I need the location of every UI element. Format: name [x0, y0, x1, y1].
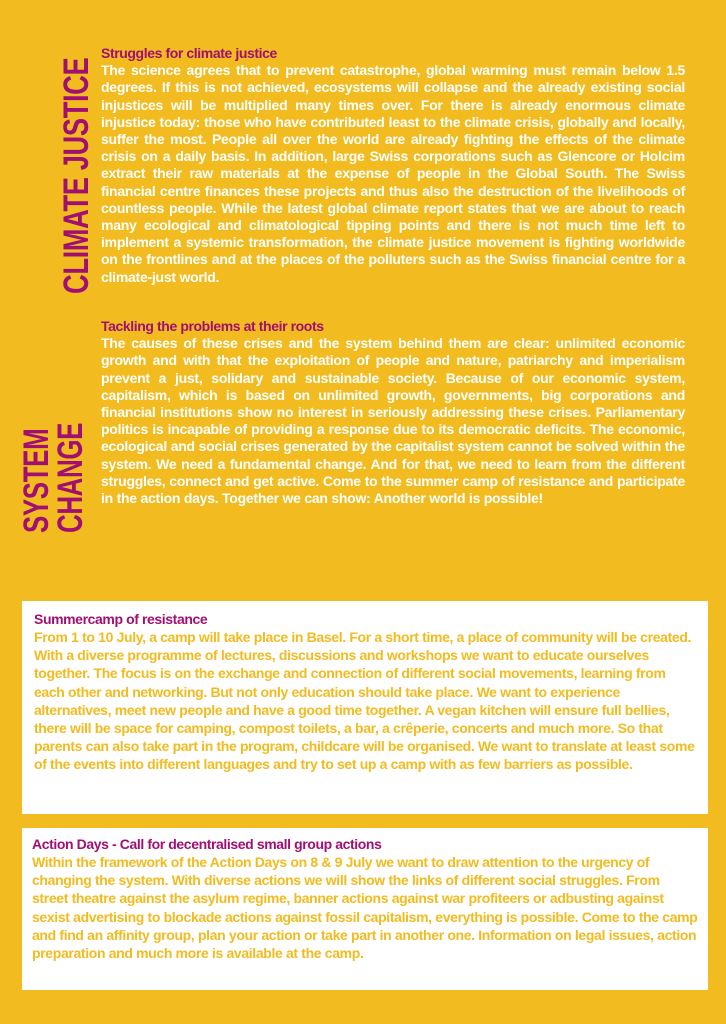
section-heading: Tackling the problems at their roots	[101, 318, 324, 334]
section-heading: Struggles for climate justice	[101, 45, 277, 61]
box-heading: Action Days - Call for decentralised small group actions	[32, 836, 382, 852]
system-change-label	[17, 422, 90, 533]
box-body: Within the framework of the Action Days on 8 & 9 July we want to draw attention to the urgency of changing the system. With diverse actions we will show the links of different social struggles. From street theatre against the asylum regime, banner actions against war profiteers or adbusting against sexist advertising to blockade actions against fossil capitalism, everything is possible. Come to the camp and find an affinity group, plan your action or take part in another one. Information on legal issues, action preparation and much more is available at the camp.	[32, 854, 698, 962]
climate-justice-label: CLIMATE JUSTICE	[57, 57, 96, 294]
box-heading: Summercamp of resistance	[34, 611, 208, 627]
section-system-change	[101, 318, 685, 507]
section-body: The science agrees that to prevent catastrophe, global warming must remain below 1.5 degrees. If this is not achieved, ecosystems will collapse and the already existing social injustices will be multiplied many times over. For there is already enormous climate injustice today: those who have contributed least to the climate crisis, globally and locally, suffer the most. People all over the world are already fighting the effects of the climate crisis on a daily basis. In addition, large Swiss corporations such as Glencore or Holcim extract their raw materials at the expense of people in the Global South. The Swiss financial centre finances these projects and thus also the destruction of the livelihoods of countless people. While the latest global climate report states that we are about to reach many ecological and climatological tipping points and there is not much time left to implement a systemic transformation, the climate justice movement is fighting worldwide on the frontlines and at the places of the polluters such as the Swiss financial centre for a climate-just world.	[101, 62, 685, 285]
section-climate-justice	[101, 45, 685, 286]
system-change-line2: CHANGE	[51, 422, 90, 533]
summercamp-box	[22, 601, 708, 814]
section-body: The causes of these crises and the system behind them are clear: unlimited economic growth and with that the exploitation of people and nature, patriarchy and imperialism prevent a just, solidary and sustainable society. Because of our economic system, capitalism, which is based on unlimited growth, governments, big corporations and financial institutions show no interest in seriously addressing these crises. Parliamentary politics is incapable of providing a response due to its democratic deficits. The economic, ecological and social crises generated by the capitalist system cannot be solved within the system. We need a fundamental change. And for that, we need to learn from the different struggles, connect and get active. Come to the summer camp of resistance and participate in the action days. Together we can show: Another world is possible!	[101, 335, 685, 507]
box-body: From 1 to 10 July, a camp will take place in Basel. For a short time, a place of community will be created. With a diverse programme of lectures, discussions and workshops we want to educate ourselves together. The focus is on the exchange and connection of different social movements, learning from each other and networking. But not only education should take place. We want to experience alternatives, meet new people and have a good time together. A vegan kitchen will ensure full bellies, there will be space for camping, compost toilets, a bar, a crêperie, concerts and much more. So that parents can also take part in the program, childcare will be organised. We want to translate at least some of the events into different languages and try to set up a camp with as few barriers as possible.	[34, 629, 695, 773]
action-days-box	[22, 828, 708, 990]
system-change-line1: SYSTEM	[17, 428, 56, 533]
